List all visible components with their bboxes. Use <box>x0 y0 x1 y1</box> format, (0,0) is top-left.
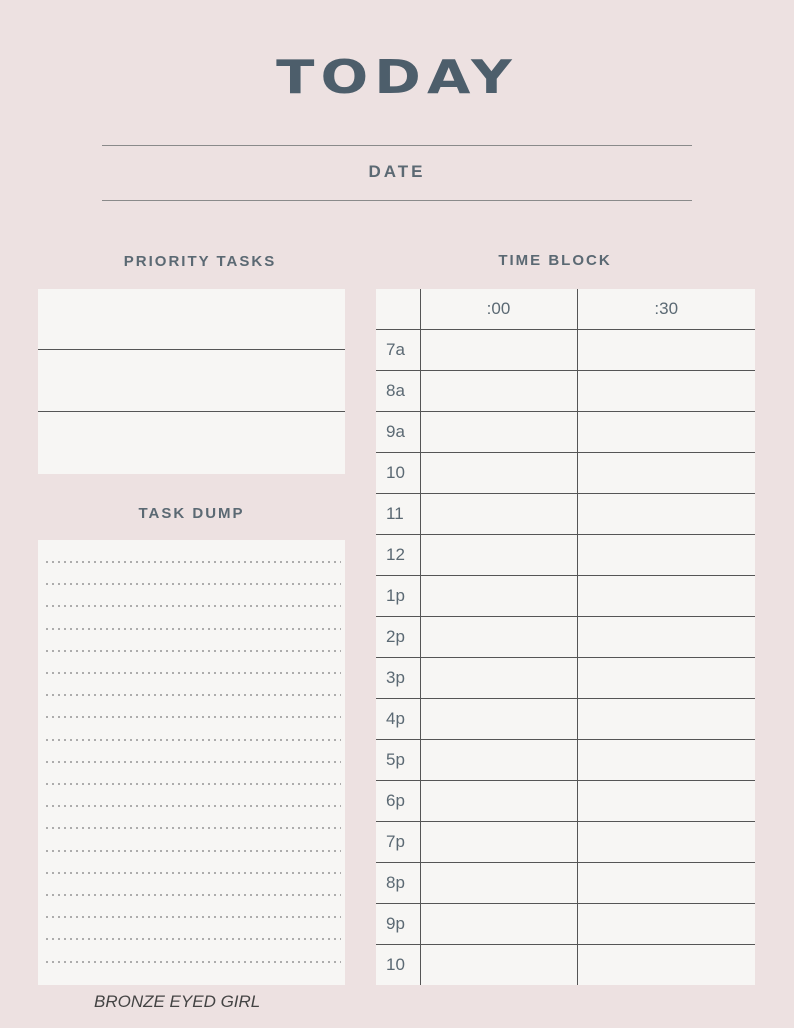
hour-label: 9p <box>376 904 420 945</box>
task-dump-box <box>38 540 345 985</box>
time-block-column-header: :30 <box>577 289 755 330</box>
time-slot-cell[interactable] <box>577 863 755 904</box>
time-slot-cell[interactable] <box>577 699 755 740</box>
time-block-row <box>376 822 755 863</box>
dotted-line <box>44 672 341 674</box>
time-block-row <box>376 863 755 904</box>
time-block-row <box>376 330 755 371</box>
time-slot-cell[interactable] <box>577 781 755 822</box>
dotted-line <box>44 850 341 852</box>
dotted-line <box>44 783 341 785</box>
time-block-row <box>376 904 755 945</box>
hour-label: 8p <box>376 863 420 904</box>
time-slot-cell[interactable] <box>420 904 577 945</box>
time-block-row <box>376 576 755 617</box>
hour-label: 10 <box>376 453 420 494</box>
time-slot-cell[interactable] <box>577 494 755 535</box>
time-block-row <box>376 658 755 699</box>
time-block-row <box>376 494 755 535</box>
time-block-row <box>376 412 755 453</box>
time-block-row <box>376 781 755 822</box>
time-slot-cell[interactable] <box>420 371 577 412</box>
time-slot-cell[interactable] <box>577 740 755 781</box>
dotted-line <box>44 872 341 874</box>
time-slot-cell[interactable] <box>577 576 755 617</box>
time-slot-cell[interactable] <box>577 371 755 412</box>
time-slot-cell[interactable] <box>420 453 577 494</box>
date-label: DATE <box>368 162 426 181</box>
time-slot-cell[interactable] <box>577 617 755 658</box>
time-block-column-header: :00 <box>420 289 577 330</box>
time-block-row <box>376 453 755 494</box>
date-bottom-rule <box>102 200 692 201</box>
time-slot-cell[interactable] <box>420 535 577 576</box>
time-slot-cell[interactable] <box>420 330 577 371</box>
time-slot-cell[interactable] <box>577 412 755 453</box>
time-block-header-row <box>376 289 755 330</box>
time-block-row <box>376 617 755 658</box>
time-slot-cell[interactable] <box>420 740 577 781</box>
time-slot-cell[interactable] <box>577 658 755 699</box>
time-slot-cell[interactable] <box>577 945 755 986</box>
task-dump-heading: TASK DUMP <box>138 505 245 522</box>
hour-label: 8a <box>376 371 420 412</box>
time-block-corner-cell <box>376 289 420 330</box>
priority-task-divider <box>38 349 345 350</box>
time-slot-cell[interactable] <box>420 412 577 453</box>
hour-label: 2p <box>376 617 420 658</box>
dotted-line <box>44 605 341 607</box>
hour-label: 10 <box>376 945 420 986</box>
time-slot-cell[interactable] <box>420 494 577 535</box>
priority-task-divider <box>38 411 345 412</box>
hour-label: 9a <box>376 412 420 453</box>
dotted-line <box>44 938 341 940</box>
time-slot-cell[interactable] <box>420 822 577 863</box>
hour-label: 12 <box>376 535 420 576</box>
priority-tasks-box <box>38 289 345 474</box>
time-slot-cell[interactable] <box>420 617 577 658</box>
time-slot-cell[interactable] <box>420 781 577 822</box>
time-block-row <box>376 699 755 740</box>
dotted-line <box>44 650 341 652</box>
time-slot-cell[interactable] <box>577 904 755 945</box>
hour-label: 7p <box>376 822 420 863</box>
dotted-line <box>44 916 341 918</box>
date-top-rule <box>102 145 692 146</box>
dotted-line <box>44 961 341 963</box>
time-slot-cell[interactable] <box>420 863 577 904</box>
dotted-line <box>44 805 341 807</box>
hour-label: 11 <box>376 494 420 535</box>
dotted-line <box>44 739 341 741</box>
time-slot-cell[interactable] <box>577 453 755 494</box>
hour-label: 3p <box>376 658 420 699</box>
hour-label: 5p <box>376 740 420 781</box>
hour-label: 1p <box>376 576 420 617</box>
brand-footer: BRONZE EYED GIRL <box>94 992 261 1011</box>
dotted-line <box>44 583 341 585</box>
time-block-heading: TIME BLOCK <box>498 252 612 269</box>
time-slot-cell[interactable] <box>577 535 755 576</box>
time-block-row <box>376 945 755 986</box>
hour-label: 7a <box>376 330 420 371</box>
time-slot-cell[interactable] <box>420 945 577 986</box>
dotted-line <box>44 827 341 829</box>
hour-label: 6p <box>376 781 420 822</box>
time-slot-cell[interactable] <box>577 330 755 371</box>
time-block-row <box>376 535 755 576</box>
dotted-line <box>44 694 341 696</box>
priority-tasks-heading: PRIORITY TASKS <box>123 253 277 270</box>
dotted-line <box>44 561 341 563</box>
time-slot-cell[interactable] <box>420 699 577 740</box>
dotted-line <box>44 628 341 630</box>
time-block-row <box>376 740 755 781</box>
time-block-table <box>376 289 755 985</box>
time-slot-cell[interactable] <box>420 576 577 617</box>
page-title: TODAY <box>276 50 518 104</box>
time-block-row <box>376 371 755 412</box>
dotted-line <box>44 894 341 896</box>
time-slot-cell[interactable] <box>577 822 755 863</box>
dotted-line <box>44 761 341 763</box>
dotted-line <box>44 716 341 718</box>
hour-label: 4p <box>376 699 420 740</box>
time-slot-cell[interactable] <box>420 658 577 699</box>
